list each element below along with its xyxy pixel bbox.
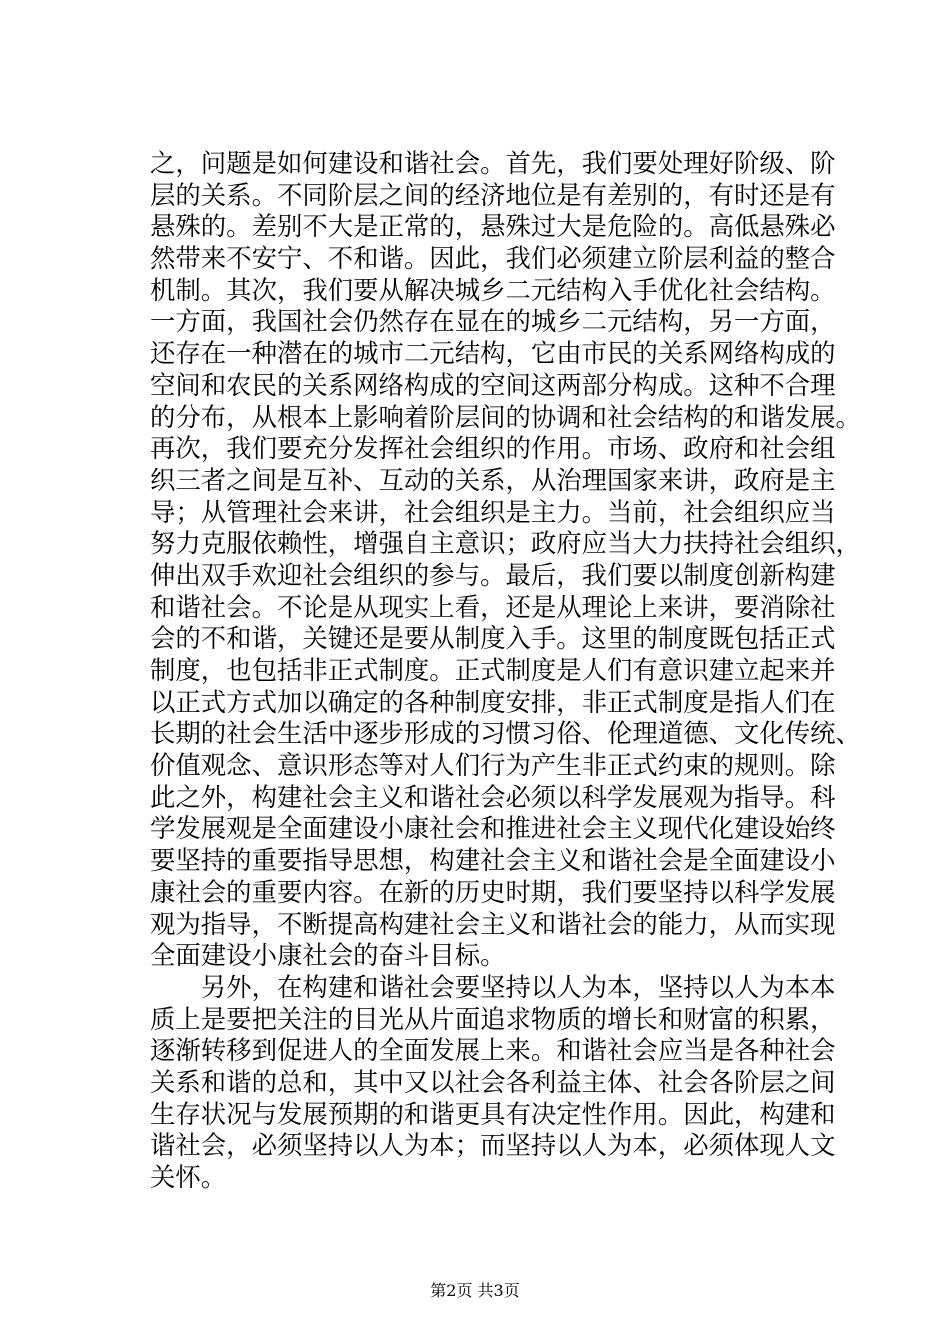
text-line: 另外，在构建和谐社会要坚持以人为本，坚持以人为本本: [150, 971, 836, 1002]
text-line: 观为指导，不断提高构建社会主义和谐社会的能力，从而实现: [150, 908, 836, 939]
text-line: 逐渐转移到促进人的全面发展上来。和谐社会应当是各种社会: [150, 1035, 836, 1066]
document-body: [150, 148, 861, 1194]
text-line: 会的不和谐，关键还是要从制度入手。这里的制度既包括正式: [150, 623, 836, 654]
text-line: 努力克服依赖性，增强自主意识；政府应当大力扶持社会组织，: [150, 528, 861, 559]
text-line: 生存状况与发展预期的和谐更具有决定性作用。因此，构建和: [150, 1098, 836, 1129]
text-line: 一方面，我国社会仍然存在显在的城乡二元结构，另一方面，: [150, 306, 836, 337]
text-line: 制度，也包括非正式制度。正式制度是人们有意识建立起来并: [150, 655, 836, 685]
text-line: 价值观念、意识形态等对人们行为产生非正式约束的规则。除: [150, 750, 836, 781]
text-line: 要坚持的重要指导思想，构建社会主义和谐社会是全面建设小: [150, 845, 836, 876]
text-line: 关怀。: [150, 1162, 227, 1192]
page-footer: [0, 1281, 950, 1301]
text-line: 长期的社会生活中逐步形成的习惯习俗、伦理道德、文化传统、: [150, 718, 861, 749]
text-line: 空间和农民的关系网络构成的空间这两部分构成。这种不合理: [150, 369, 836, 400]
text-line: 之，问题是如何建设和谐社会。首先，我们要处理好阶级、阶: [150, 148, 836, 178]
text-line: 再次，我们要充分发挥社会组织的作用。市场、政府和社会组: [150, 433, 836, 464]
text-line: 和谐社会。不论是从现实上看，还是从理论上来讲，要消除社: [150, 591, 836, 622]
text-line: 导；从管理社会来讲，社会组织是主力。当前，社会组织应当: [150, 496, 836, 527]
text-line: 关系和谐的总和，其中又以社会各利益主体、社会各阶层之间: [150, 1066, 836, 1097]
text-line: 学发展观是全面建设小康社会和推进社会主义现代化建设始终: [150, 813, 836, 844]
text-line: 的分布，从根本上影响着阶层间的协调和社会结构的和谐发展。: [150, 401, 861, 432]
text-line: 机制。其次，我们要从解决城乡二元结构入手优化社会结构。: [150, 274, 836, 305]
text-line: 以正式方式加以确定的各种制度安排，非正式制度是指人们在: [150, 686, 836, 717]
page-indicator: 第2页 共3页: [430, 1281, 520, 1300]
text-line: 悬殊的。差别不大是正常的，悬殊过大是危险的。高低悬殊必: [150, 211, 836, 242]
text-line: 谐社会，必须坚持以人为本；而坚持以人为本，必须体现人文: [150, 1130, 836, 1161]
text-line: 此之外，构建社会主义和谐社会必须以科学发展观为指导。科: [150, 781, 836, 812]
text-line: 伸出双手欢迎社会组织的参与。最后，我们要以制度创新构建: [150, 559, 836, 590]
text-line: 康社会的重要内容。在新的历史时期，我们要坚持以科学发展: [150, 876, 836, 907]
text-line: 然带来不安宁、不和谐。因此，我们必须建立阶层利益的整合: [150, 243, 836, 274]
text-line: 质上是要把关注的目光从片面追求物质的增长和财富的积累，: [150, 1003, 836, 1034]
text-line: 层的关系。不同阶层之间的经济地位是有差别的，有时还是有: [150, 179, 836, 210]
text-line: 全面建设小康社会的奋斗目标。: [150, 940, 506, 971]
text-line: 织三者之间是互补、互动的关系，从治理国家来讲，政府是主: [150, 464, 836, 495]
text-line: 还存在一种潜在的城市二元结构，它由市民的关系网络构成的: [150, 338, 836, 369]
